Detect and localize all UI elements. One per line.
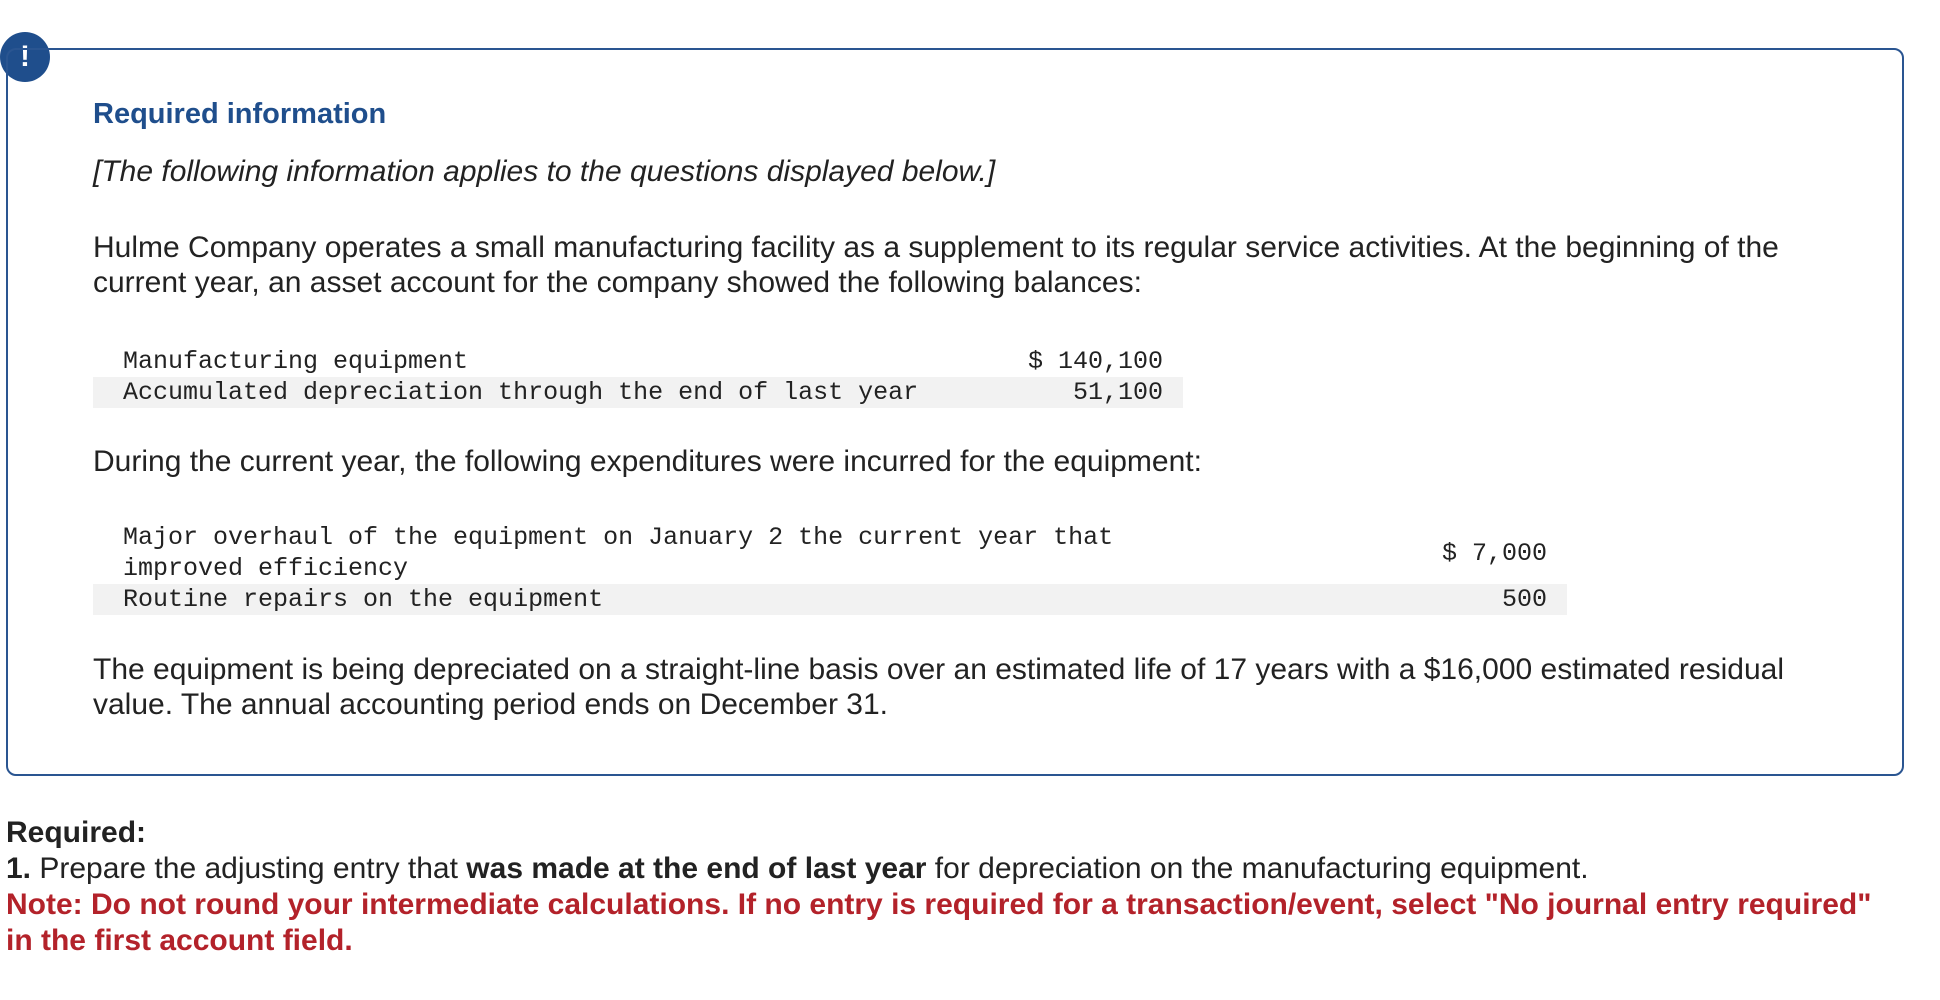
balance-label: Manufacturing equipment: [123, 347, 469, 376]
expenditure-amount: $ 7,000: [1441, 538, 1547, 568]
expenditure-label-text: Major overhaul of the equipment on January 2 the current year that improved efficiency: [123, 523, 1114, 583]
paragraph-depreciation-terms: The equipment is being depreciated on a straight-line basis over an estimated life of 17 years with a $16,000 estimated residual value. The annual accounting period ends on December 31.: [93, 653, 1784, 721]
item-text-emphasis: was made at the end of last year: [466, 852, 927, 885]
table-row: [93, 522, 1567, 584]
table-row: [93, 377, 1183, 408]
expenditure-label: Routine repairs on the equipment: [93, 584, 1143, 615]
item-number: 1.: [6, 852, 40, 885]
expenditure-label: [93, 522, 1143, 584]
balances-table: [93, 346, 1183, 408]
item-text-after: for depreciation on the manufacturing equipment.: [926, 852, 1589, 885]
instruction-note: Note: Do not round your intermediate calculations. If no entry is required for a transaction/event, select "No journal entry required" in the first account field.: [6, 888, 1872, 957]
balance-label: Accumulated depreciation through the end of last year: [93, 377, 993, 408]
required-heading: Required:: [6, 816, 147, 849]
balance-amount: 51,100: [993, 377, 1183, 408]
table-row: [93, 346, 1183, 377]
table-row: [93, 584, 1567, 615]
paragraph-company-description: Hulme Company operates a small manufacturing facility as a supplement to its regular service activities. At the beginning of the current year, an asset account for the company showed the following balances:: [93, 231, 1779, 299]
expenditures-table: [93, 522, 1567, 615]
required-section: [6, 815, 1886, 959]
required-item-1: [6, 851, 1886, 887]
paragraph-expenditures-intro: During the current year, the following expenditures were incurred for the equipment:: [93, 445, 1202, 478]
intro-note: [The following information applies to the questions displayed below.]: [93, 155, 996, 188]
item-text-before: Prepare the adjusting entry that: [39, 852, 467, 885]
required-information-title: Required information: [93, 98, 387, 130]
balance-amount: $ 140,100: [1027, 347, 1163, 376]
alert-icon: !: [0, 32, 50, 82]
expenditure-amount: 500: [1143, 584, 1567, 615]
